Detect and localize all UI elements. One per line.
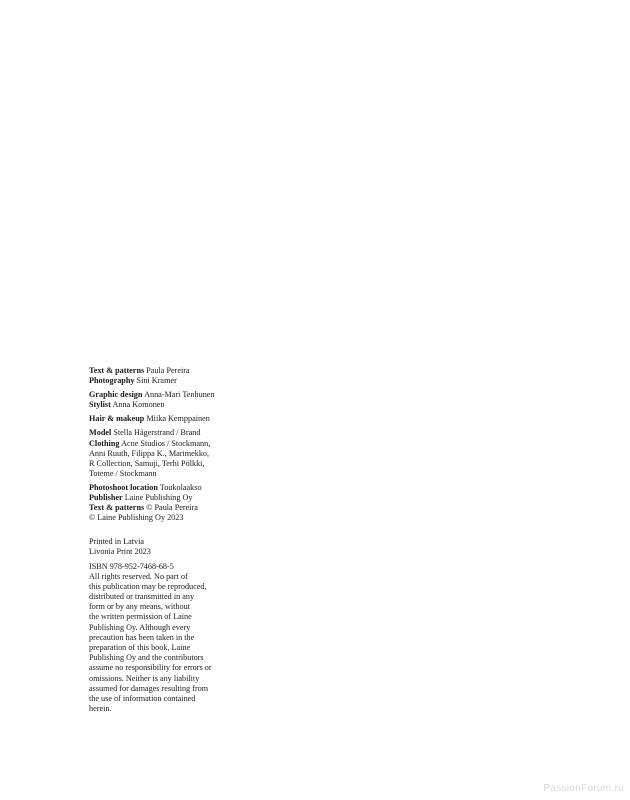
legal-line: preparation of this book, Laine [89, 643, 191, 653]
legal-line: herein. [89, 704, 112, 714]
legal-line: omissions. Neither is any liability [89, 673, 200, 683]
watermark: PassionForum.ru [543, 783, 624, 794]
credit-hair-makeup: Hair & makeup Miika Kemppainen [89, 414, 210, 424]
legal-line: this publication may be reproduced, [89, 581, 207, 591]
credit-clothing: Clothing Acne Studios / Stockmann, [89, 438, 211, 448]
credit-clothing-line: R Collection, Samuji, Terhi Pölkki, [89, 458, 205, 468]
legal-line: form or by any means, without [89, 602, 190, 612]
legal-line: precaution has been taken in the [89, 632, 195, 642]
colophon [89, 366, 249, 714]
printed-country: Printed in Latvia [89, 537, 145, 547]
legal-line: distributed or transmitted in any [89, 592, 195, 601]
legal-line: Publishing Oy. Although every [89, 622, 191, 632]
copyright-line: © Laine Publishing Oy 2023 [89, 513, 184, 523]
credit-text-patterns-copyright: Text & patterns © Paula Pereira [89, 503, 198, 513]
legal-line: All rights reserved. No part of [89, 571, 188, 581]
isbn: ISBN 978-952-7468-68-5 [89, 561, 174, 571]
credit-photoshoot-location: Photoshoot location Toukolaakso [89, 482, 202, 492]
legal-notice [89, 572, 229, 715]
legal-line: assume no responsibility for errors or [89, 663, 212, 673]
credit-graphic-design: Graphic design Anna-Mari Tenhunen [89, 390, 215, 400]
credit-text-patterns: Text & patterns Paula Pereira [89, 366, 190, 375]
credit-stylist: Stylist Anna Komonen [89, 400, 165, 410]
legal-line: the written permission of Laine [89, 612, 192, 622]
credit-publisher: Publisher Laine Publishing Oy [89, 493, 193, 503]
legal-line: assumed for damages resulting from [89, 683, 209, 693]
credit-clothing-line: Anni Ruuth, Filippa K., Marimekko, [89, 448, 210, 458]
credit-model: Model Stella Hägerstrand / Brand [89, 428, 201, 438]
legal-line: Publishing Oy and the contributors [89, 653, 204, 663]
legal-line: the use of information contained [89, 694, 196, 704]
printed-printer: Livonia Print 2023 [89, 547, 151, 557]
credit-clothing-line: Toteme / Stockmann [89, 468, 157, 478]
credit-photography: Photography Sini Kramer [89, 376, 177, 386]
